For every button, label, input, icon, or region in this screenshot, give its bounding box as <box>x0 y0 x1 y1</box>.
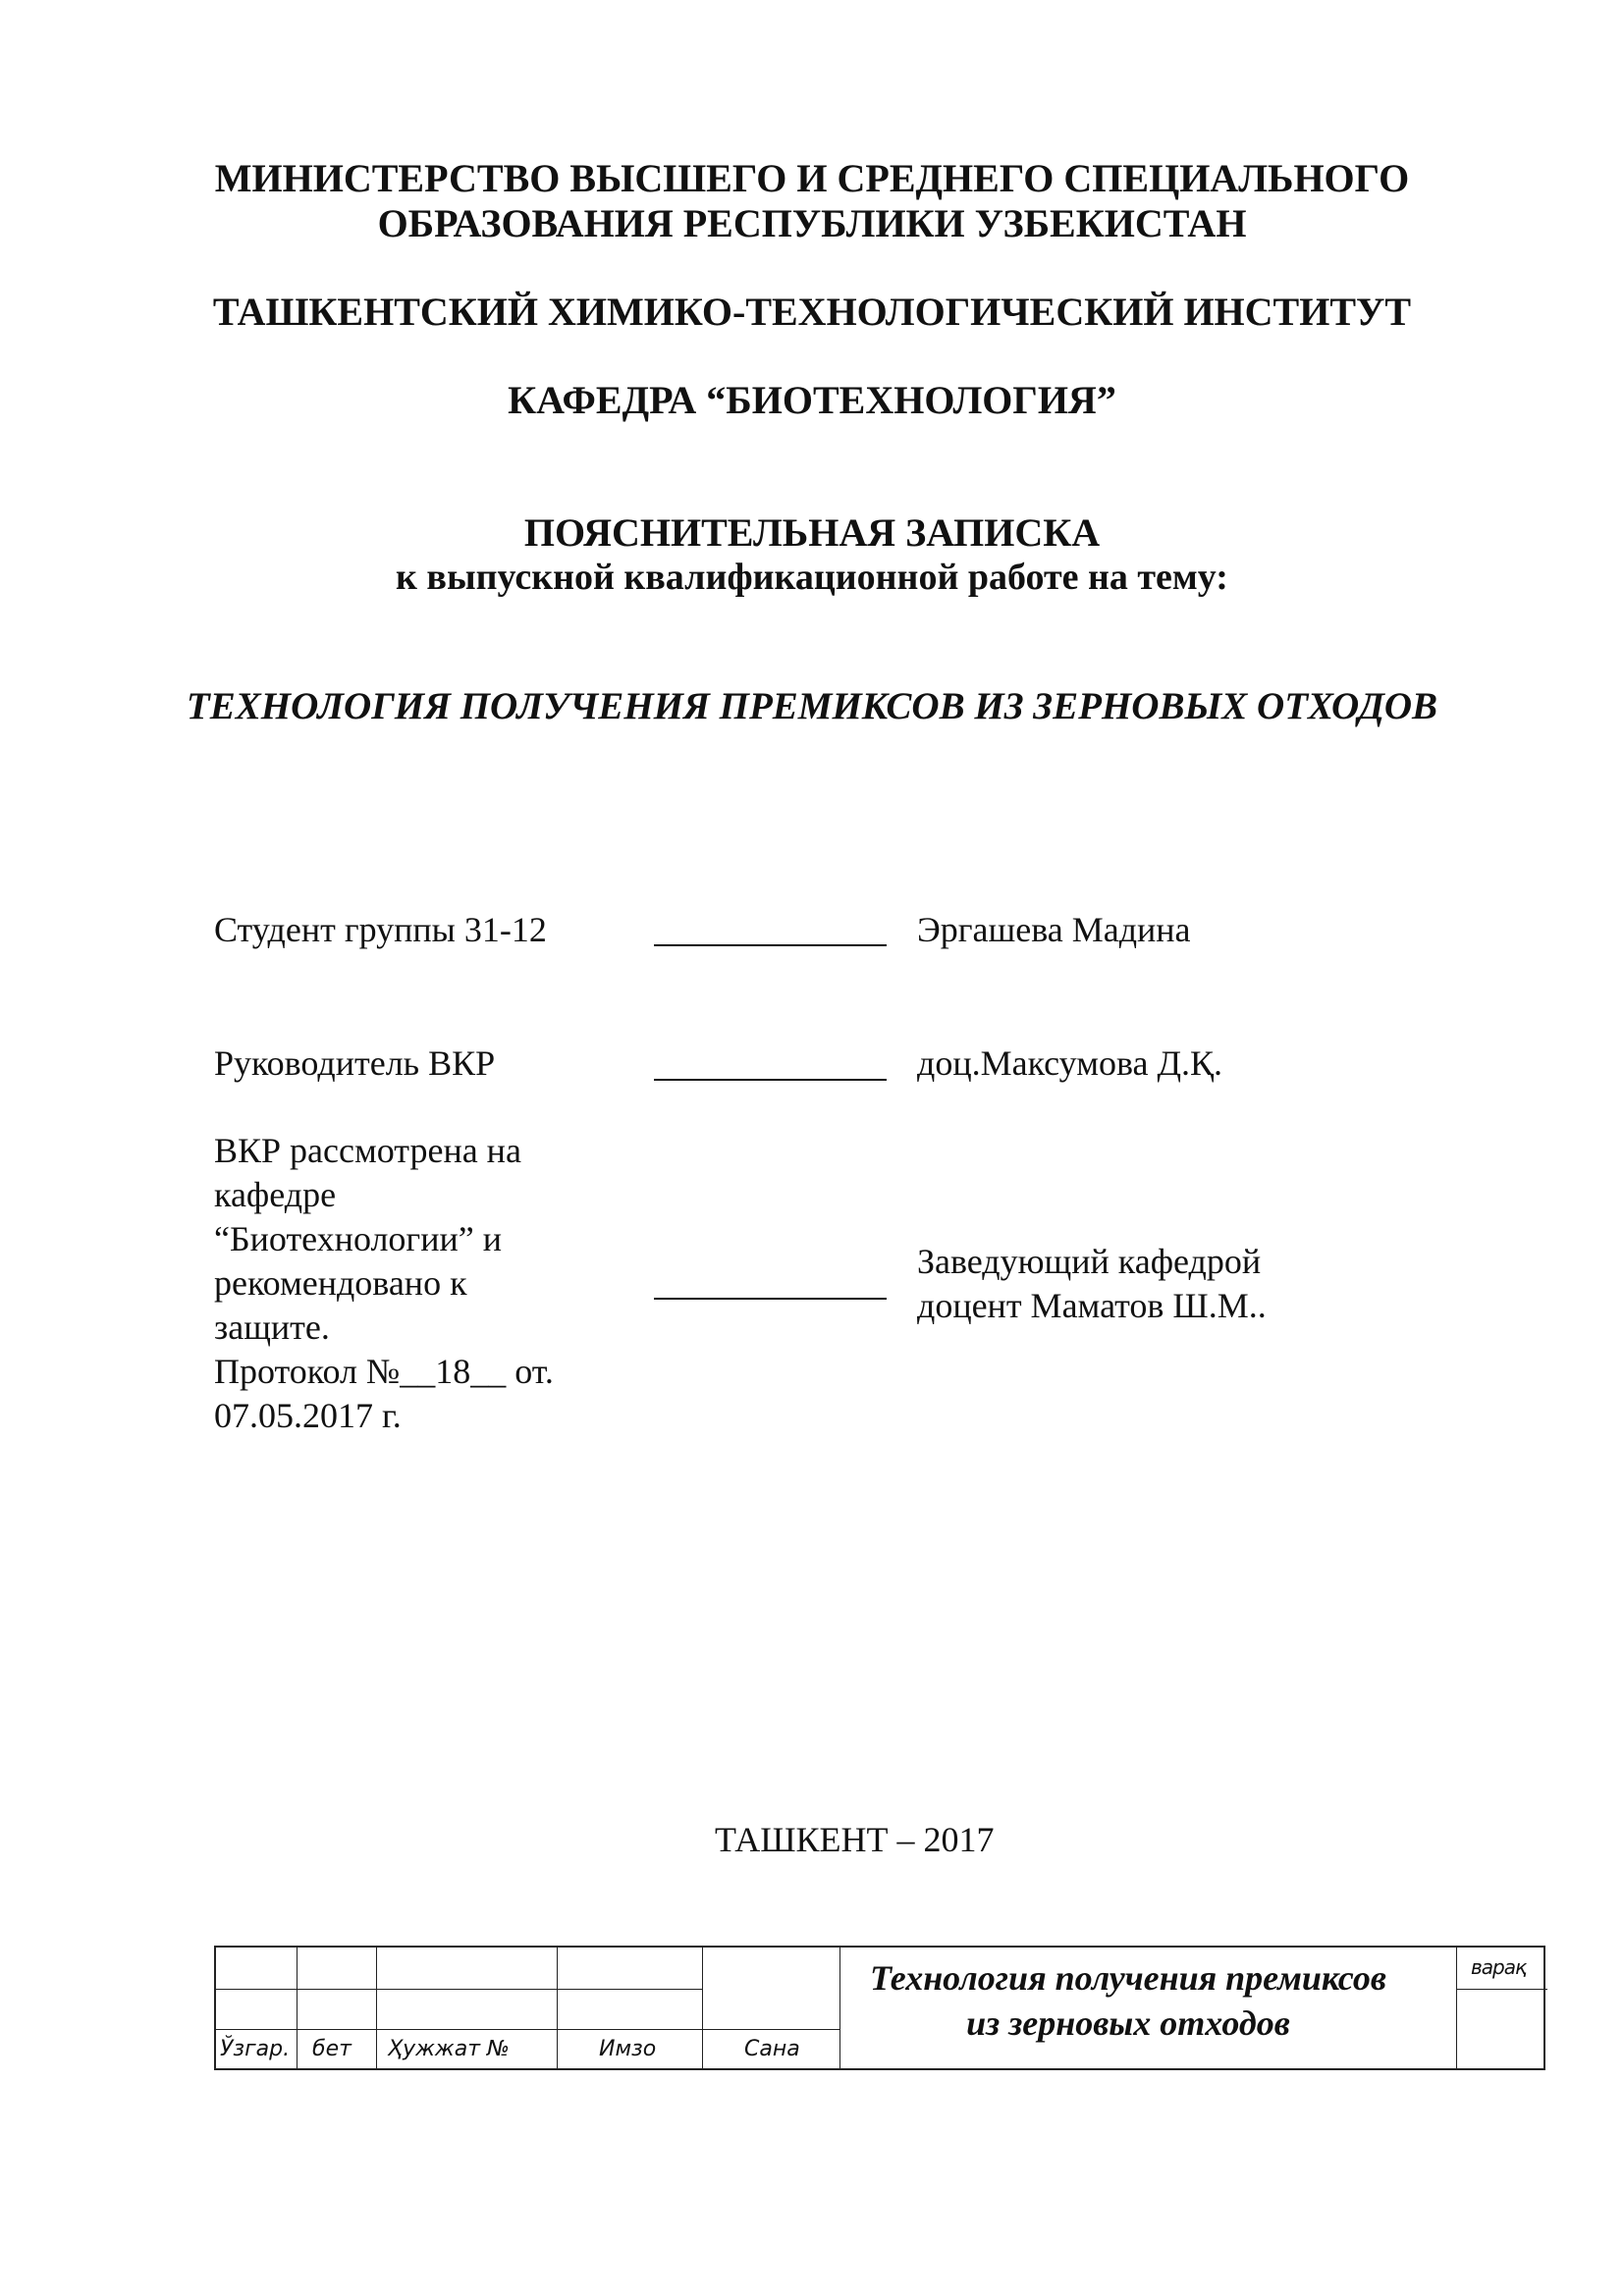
head-line: Заведующий кафедрой <box>917 1242 1262 1281</box>
city-year: ТАШКЕНТ – 2017 <box>715 1820 995 1859</box>
stamp-row-divider <box>216 2029 839 2030</box>
stamp-col-document: Ҳужжат № <box>388 2037 510 2061</box>
review-block <box>214 1129 626 1438</box>
stamp-col-changes: Ўзгар. <box>220 2037 291 2061</box>
stamp-divider <box>297 1948 298 2068</box>
stamp-divider <box>1456 1948 1457 2068</box>
review-line: Протокол №__18__ от. <box>214 1352 554 1391</box>
stamp-title-line-2: из зерновых отходов <box>966 2003 1290 2043</box>
head-of-department <box>917 1240 1267 1328</box>
supervisor-signature-line <box>654 1079 887 1081</box>
head-line: доцент Маматов Ш.М.. <box>917 1286 1267 1325</box>
stamp-col-date: Сана <box>744 2037 800 2061</box>
stamp-title <box>839 1948 1417 2046</box>
ministry-line-2: ОБРАЗОВАНИЯ РЕСПУБЛИКИ УЗБЕКИСТАН <box>377 201 1247 245</box>
review-line: кафедре <box>214 1175 337 1214</box>
student-name: Эргашева Мадина <box>917 910 1191 949</box>
stamp-divider <box>702 1948 703 2068</box>
supervisor-name: доц.Максумова Д.Қ. <box>917 1043 1223 1083</box>
stamp-divider <box>376 1948 377 2068</box>
thesis-topic: ТЕХНОЛОГИЯ ПОЛУЧЕНИЯ ПРЕМИКСОВ ИЗ ЗЕРНОВЫХ ОТХОДОВ <box>186 685 1438 727</box>
stamp-row-divider <box>216 1989 702 1990</box>
stamp-divider <box>557 1948 558 2068</box>
stamp-title-line-1: Технология получения премиксов <box>870 1958 1386 1998</box>
review-line: 07.05.2017 г. <box>214 1396 402 1435</box>
review-line: защите. <box>214 1308 330 1347</box>
student-signature-line <box>654 944 887 946</box>
review-line: ВКР рассмотрена на <box>214 1131 521 1170</box>
review-line: рекомендовано к <box>214 1263 467 1303</box>
institute-name: ТАШКЕНТСКИЙ ХИМИКО-ТЕХНОЛОГИЧЕСКИЙ ИНСТИТУТ <box>212 290 1412 334</box>
document-subtitle: к выпускной квалификационной работе на тему: <box>396 557 1228 598</box>
review-line: “Биотехнологии” и <box>214 1219 502 1258</box>
document-type: ПОЯСНИТЕЛЬНАЯ ЗАПИСКА <box>523 510 1101 555</box>
student-label: Студент группы 31-12 <box>214 910 547 949</box>
head-signature-line <box>654 1298 887 1300</box>
title-block-stamp <box>214 1946 1545 2070</box>
supervisor-label: Руководитель ВКР <box>214 1043 496 1083</box>
stamp-col-signature: Имзо <box>599 2037 657 2061</box>
stamp-sheet-label: варақ <box>1471 1955 1527 1979</box>
stamp-row-divider <box>1456 1989 1547 1990</box>
ministry-line-1: МИНИСТЕРСТВО ВЫСШЕГО И СРЕДНЕГО СПЕЦИАЛЬНОГО <box>214 156 1410 200</box>
stamp-col-page: бет <box>312 2037 352 2061</box>
department-name: КАФЕДРА “БИОТЕХНОЛОГИЯ” <box>508 378 1116 422</box>
